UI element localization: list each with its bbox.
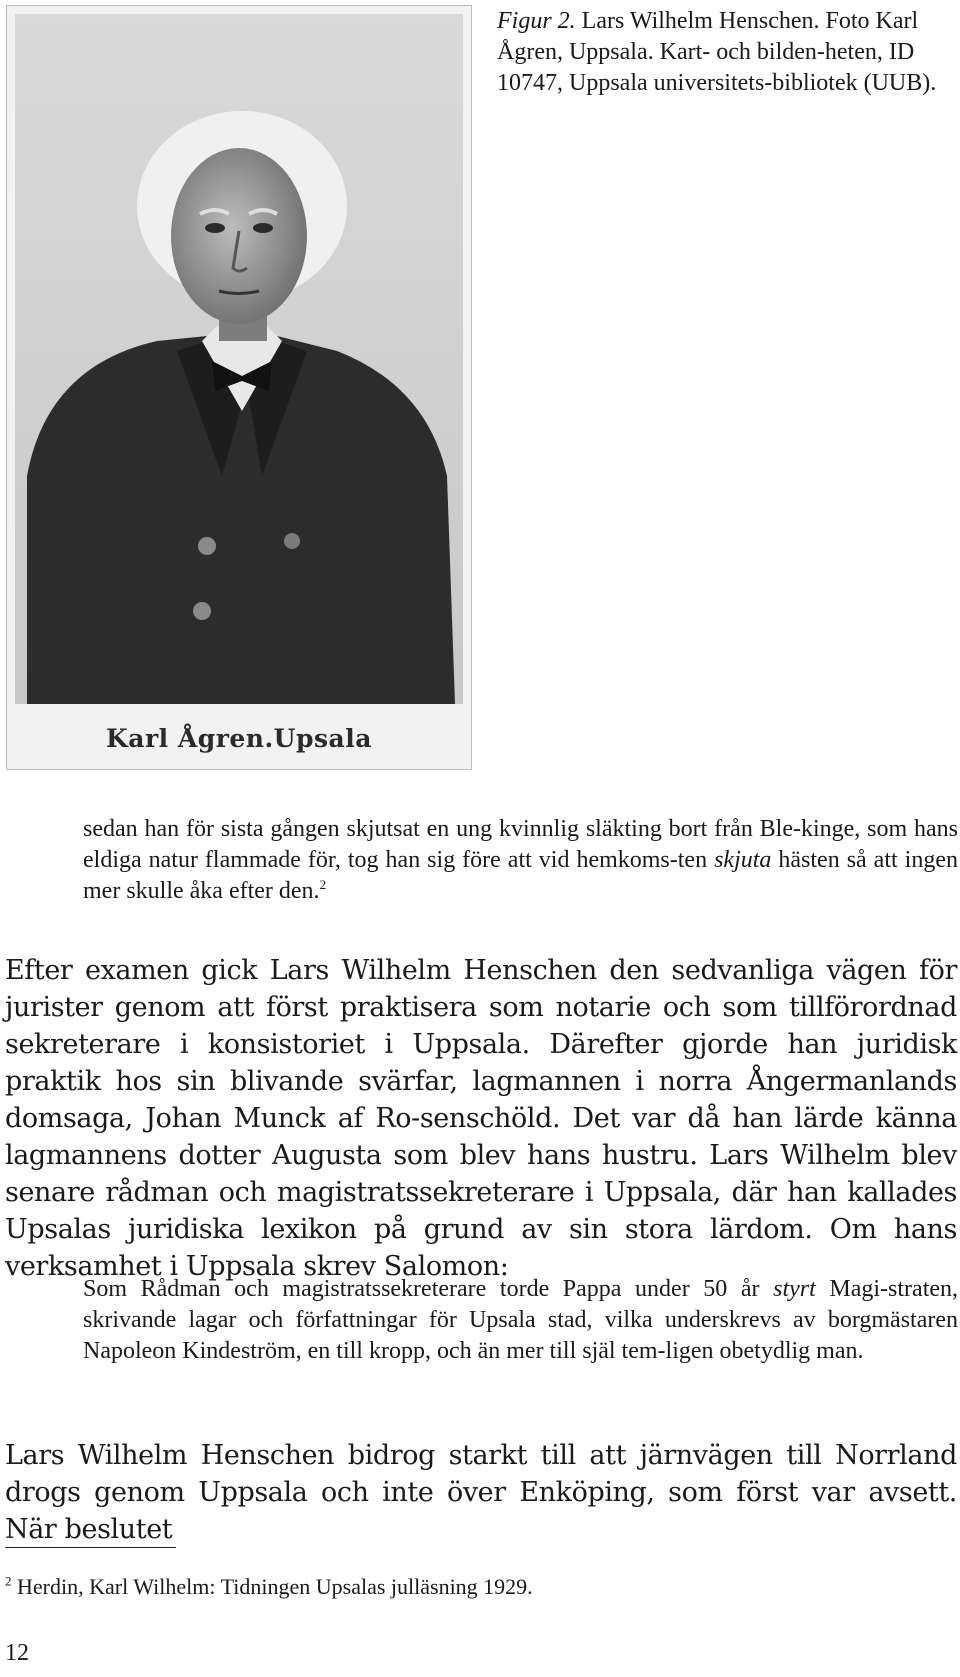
figure-caption-text: Lars Wilhelm Henschen. Foto Karl Ågren, Uppsala. Kart- och bilden-heten, ID 10747, Uppsala universitets-bibliotek (UUB).	[497, 8, 937, 96]
block-quote-text-2: Magi-straten, skrivande lagar och författningar för Upsala stad, vilka underskrevs av borgmästaren Napoleon Kindeström, en till kropp, och än mer till själ tem-ligen obetydlig man.	[83, 1276, 959, 1364]
portrait-photo	[6, 5, 472, 770]
block-quote	[83, 1274, 958, 1367]
footnote-reference[interactable]: 2	[319, 877, 327, 892]
block-quote-text-1: Som Rådman och magistratssekreterare torde Pappa under 50 år	[83, 1276, 774, 1302]
paragraph-last: Lars Wilhelm Henschen bidrog starkt till att järnvägen till Norrland drogs genom Uppsala och inte över Enköping, som först var avsett. När beslutet	[5, 1440, 957, 1545]
photographer-imprint: Karl Ågren.Upsala	[106, 724, 372, 753]
footnote-divider	[5, 1547, 176, 1548]
paragraph-intro-italic: skjuta	[714, 847, 772, 873]
portrait-illustration	[7, 6, 471, 769]
footnote-number: 2	[5, 1573, 12, 1589]
block-quote-italic: styrt	[773, 1276, 816, 1302]
paragraph-main: Efter examen gick Lars Wilhelm Henschen den sedvanliga vägen för jurister genom att först praktisera som notarie och som tillförordnad sekreterare i konsistoriet i Uppsala. Därefter gjorde han juridisk praktik hos sin blivande svärfar, lagmannen i norra Ångermanlands domsaga, Johan Munck af Ro-senschöld. Det var då han lärde känna lagmannens dotter Augusta som blev hans hustru. Lars Wilhelm blev senare rådman och magistratssekreterare i Uppsala, där han kallades Upsalas juridiska lexikon på grund av sin stora lärdom. Om hans verksamhet i Uppsala skrev Salomon:	[5, 955, 957, 1282]
footnote	[5, 1573, 533, 1601]
paragraph-intro	[83, 814, 958, 907]
footnote-text: Herdin, Karl Wilhelm: Tidningen Upsalas julläsning 1929.	[17, 1574, 533, 1599]
figure-caption	[497, 6, 937, 99]
figure-label: Figur 2.	[497, 8, 576, 34]
page-number: 12	[5, 1640, 29, 1666]
paragraph-intro-text-1: sedan han för sista gången skjutsat en ung kvinnlig släkting bort från Ble-kinge, som hans eldiga natur flammade för, tog han sig före att vid hemkoms-ten	[83, 816, 958, 873]
paragraph-intro-text-2: hästen så att ingen mer skulle åka efter den.	[83, 847, 958, 904]
